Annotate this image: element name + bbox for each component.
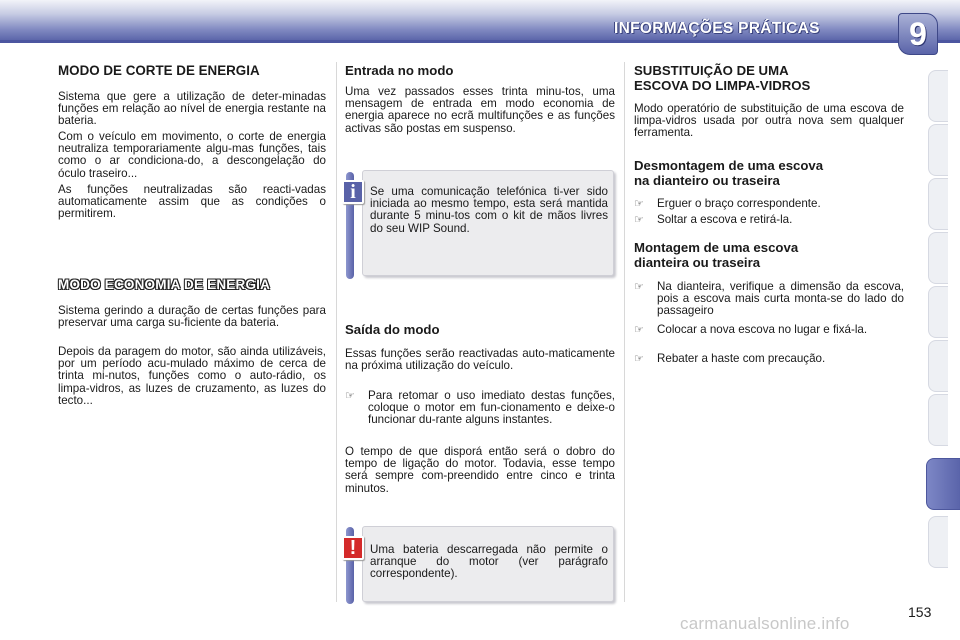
chapter-tab[interactable] [928, 70, 948, 122]
bullet-text: Na dianteira, verifique a dimensão da escova, pois a escova mais curta monta-se do lado do passageiro [657, 280, 904, 318]
paragraph: Essas funções serão reactivadas auto-maticamente na próxima utilização do veículo. [345, 347, 615, 373]
paragraph: As funções neutralizadas são reacti-vadas automaticamente assim que as condições o permitirem. [58, 183, 326, 221]
column-divider [624, 62, 625, 602]
section-heading-power-cut: MODO DE CORTE DE ENERGIA [58, 63, 260, 78]
section-heading-mode-entry: Entrada no modo [345, 63, 454, 78]
bullet-text: Soltar a escova e retirá-la. [657, 213, 793, 226]
bullet-item [634, 281, 904, 318]
hand-pointer-icon: ☞ [345, 390, 355, 402]
paragraph: Sistema gerindo a duração de certas funções para preservar uma carga su-ficiente da bateria. [58, 304, 326, 330]
section-heading-removal [634, 158, 914, 188]
chapter-tab[interactable] [928, 286, 948, 338]
section-heading-mode-exit: Saída do modo [345, 322, 440, 337]
heading-line: ESCOVA DO LIMPA-VIDROS [634, 78, 811, 93]
section-heading-wiper-replacement [634, 63, 914, 93]
chapter-number-badge: 9 [898, 13, 938, 55]
warning-icon: ! [342, 536, 364, 560]
bullet-text: Erguer o braço correspondente. [657, 197, 821, 210]
column-divider [336, 62, 337, 602]
hand-pointer-icon: ☞ [634, 214, 644, 226]
paragraph: Modo operatório de substituição de uma escova de limpa-vidros usada por outra nova sem qualquer ferramenta. [634, 102, 904, 140]
chapter-tab[interactable] [928, 178, 948, 230]
bullet-text: Para retomar o uso imediato destas funções, coloque o motor em fun-cionamento e deixe-o funcionar du-rante alguns instantes. [368, 389, 615, 427]
page-header [0, 0, 960, 52]
paragraph: Sistema que gere a utilização de deter-minadas funções em relação ao nível de energia restante na bateria. [58, 90, 326, 128]
chapter-tab[interactable] [928, 124, 948, 176]
info-note-text: Se uma comunicação telefónica ti-ver sido iniciada ao mesmo tempo, esta será mantida durante 5 minu-tos com o kit de mãos livres do seu WIP Sound. [370, 185, 608, 235]
bullet-item [345, 390, 615, 427]
warning-note-box [362, 526, 614, 602]
section-heading-energy-economy: MODO ECONOMIA DE ENERGIA [58, 277, 271, 292]
heading-line: SUBSTITUIÇÃO DE UMA [634, 63, 789, 78]
paragraph: Depois da paragem do motor, são ainda utilizáveis, por um período acu-mulado máximo de cerca de trinta mi-nutos, funções como o auto-rádio, os limpa-vidros, as luzes de cruzamento, as luzes do tecto... [58, 345, 326, 407]
page-number: 153 [908, 604, 932, 620]
chapter-tabs [928, 70, 960, 575]
bullet-text: Rebater a haste com precaução. [657, 352, 826, 365]
info-note-box [362, 170, 614, 276]
chapter-tab[interactable] [928, 394, 948, 446]
bullet-item [634, 214, 904, 226]
heading-line: dianteira ou traseira [634, 255, 761, 270]
hand-pointer-icon: ☞ [634, 198, 644, 210]
paragraph: Uma vez passados esses trinta minu-tos, uma mensagem de entrada em modo economia de energia aparece no ecrã multifunções e as funções activas são postas em suspenso. [345, 85, 615, 135]
hand-pointer-icon: ☞ [634, 353, 644, 365]
bullet-text: Colocar a nova escova no lugar e fixá-la. [657, 323, 868, 336]
bullet-item [634, 324, 904, 336]
heading-line: Montagem de uma escova [634, 240, 799, 255]
bullet-item [634, 198, 904, 210]
info-icon: i [342, 180, 364, 204]
chapter-tab[interactable] [928, 340, 948, 392]
warning-note-text: Uma bateria descarregada não permite o arranque do motor (ver parágrafo correspondente). [370, 543, 608, 581]
chapter-title: INFORMAÇÕES PRÁTICAS [614, 20, 820, 37]
chapter-tab[interactable] [928, 232, 948, 284]
heading-line: Desmontagem de uma escova [634, 158, 824, 173]
bullet-item [634, 353, 904, 365]
heading-line: na dianteiro ou traseira [634, 173, 780, 188]
paragraph: O tempo de que disporá então será o dobro do tempo de ligação do motor. Todavia, esse tempo será sempre com-preendido entre cinco e trinta minutos. [345, 445, 615, 495]
hand-pointer-icon: ☞ [634, 281, 644, 293]
watermark: carmanualsonline.info [680, 614, 850, 633]
hand-pointer-icon: ☞ [634, 324, 644, 336]
chapter-tab-active[interactable] [926, 458, 960, 510]
chapter-tab[interactable] [928, 516, 948, 568]
section-heading-installation [634, 240, 914, 270]
paragraph: Com o veículo em movimento, o corte de energia neutraliza temporariamente algu-mas funções, tais como o ar condiciona-do, a descongelação do óculo traseiro... [58, 130, 326, 180]
